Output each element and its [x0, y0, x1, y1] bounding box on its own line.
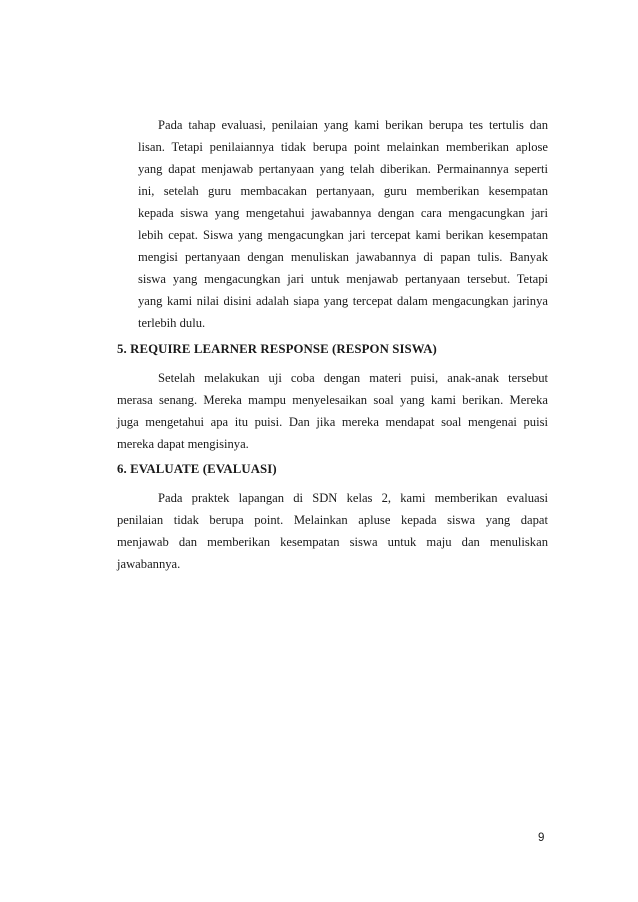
paragraph-line: jawabannya.: [117, 557, 181, 571]
paragraph-line: lebih cepat. Siswa yang mengacungkan jari tercepat kami berikan kesempatan: [138, 228, 548, 242]
paragraph-line: yang kami nilai disini adalah siapa yang tercepat dalam mengacungkan jarinya: [138, 294, 548, 308]
paragraph-line: Pada tahap evaluasi, penilaian yang kami berikan berupa tes tertulis dan: [158, 118, 548, 132]
section-heading-require-learner-response: 5. REQUIRE LEARNER RESPONSE (RESPON SISWA): [117, 342, 437, 356]
paragraph-line: Pada praktek lapangan di SDN kelas 2, kami memberikan evaluasi: [158, 491, 548, 505]
paragraph-line: kepada siswa yang mengetahui jawabannya dengan cara mengacungkan jari: [138, 206, 548, 220]
paragraph-line: mereka dapat mengisinya.: [117, 437, 249, 451]
section-heading-evaluate: 6. EVALUATE (EVALUASI): [117, 462, 277, 476]
paragraph-line: Setelah melakukan uji coba dengan materi puisi, anak-anak tersebut: [158, 371, 548, 385]
paragraph-line: juga mengetahui apa itu puisi. Dan jika mereka mendapat soal mengenai puisi: [117, 415, 548, 429]
paragraph-line: siswa yang mengacungkan jari untuk menjawab pertanyaan tersebut. Tetapi: [138, 272, 548, 286]
paragraph-line: lisan. Tetapi penilaiannya tidak berupa point melainkan memberikan aplose: [138, 140, 548, 154]
paragraph-line: mengisi pertanyaan dengan menuliskan jawabannya di papan tulis. Banyak: [138, 250, 548, 264]
paragraph-line: penilaian tidak berupa point. Melainkan apluse kepada siswa yang dapat: [117, 513, 548, 527]
paragraph-line: yang dapat menjawab pertanyaan yang telah diberikan. Permainannya seperti: [138, 162, 548, 176]
paragraph-line: terlebih dulu.: [138, 316, 206, 330]
page-number: 9: [538, 832, 545, 844]
paragraph-line: menjawab dan memberikan kesempatan siswa untuk maju dan menuliskan: [117, 535, 548, 549]
paragraph-line: ini, setelah guru membacakan pertanyaan, guru memberikan kesempatan: [138, 184, 548, 198]
paragraph-line: merasa senang. Mereka mampu menyelesaikan soal yang kami berikan. Mereka: [117, 393, 548, 407]
